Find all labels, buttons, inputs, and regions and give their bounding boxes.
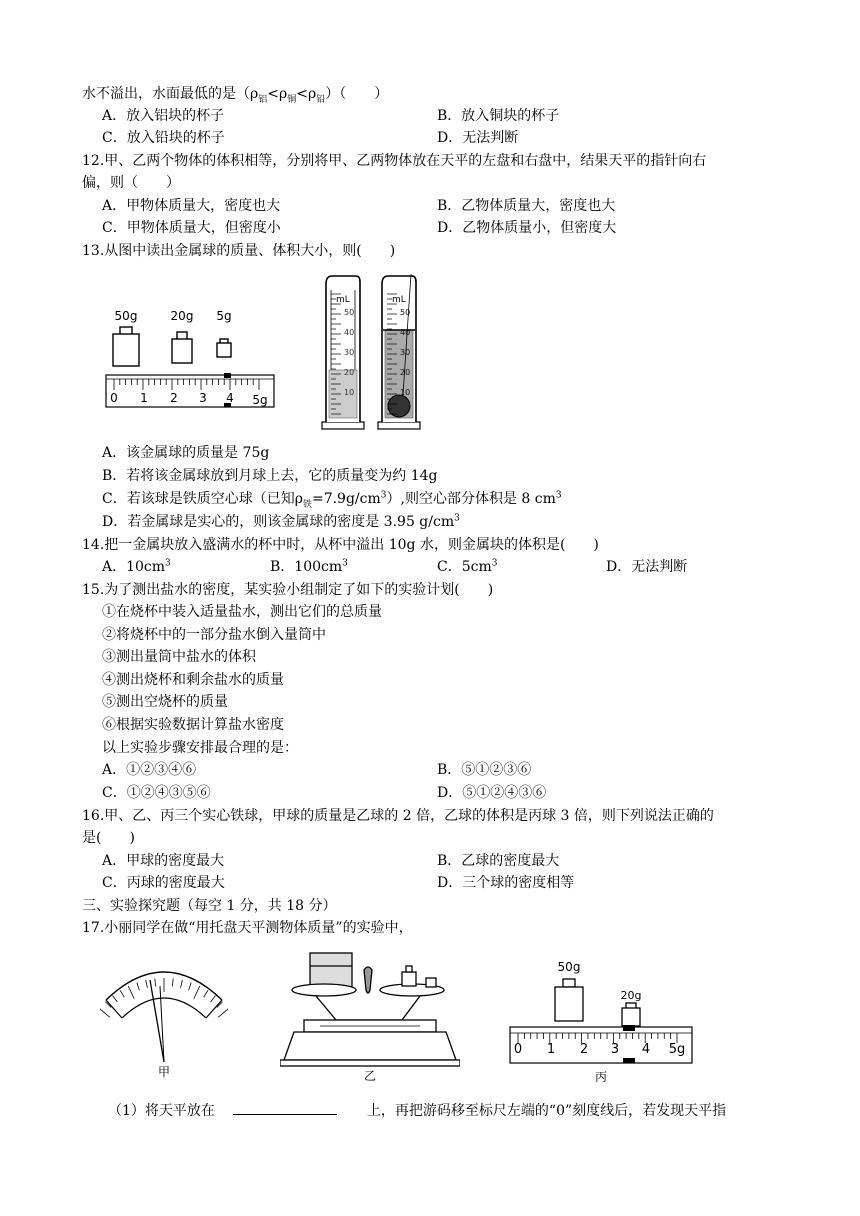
q15-step: ③测出量筒中盐水的体积 (102, 649, 256, 665)
cylinder-tick-label: 10 (344, 388, 355, 397)
weight-20g-icon (172, 332, 192, 363)
q14-option-b: B．$100cm^3$ (270, 558, 348, 575)
tick-mark (211, 996, 216, 1002)
q12-option-b: B．乙物体质量大，密度也大 (437, 198, 616, 214)
q16-option-b: B．乙球的密度最大 (437, 853, 560, 869)
tick-mark (172, 979, 173, 987)
q14-option-c: C．$5cm^3$ (437, 558, 498, 575)
q13-cylinders-figure (318, 272, 428, 432)
ruler-icon (510, 1025, 692, 1063)
q13-option-c: C．若该球是铁质空心球（已知$\rho_铁=7.9g/cm^3$）,则空心部分体积是 8 $cm^3$ (102, 490, 562, 510)
q12-option-a: A．甲物体质量大，密度也大 (102, 198, 281, 214)
weight-50g-icon (555, 979, 583, 1021)
q15-step: ①在烧杯中装入适量盐水，测出它们的总质量 (102, 604, 382, 620)
ruler-label: 4 (641, 1042, 651, 1057)
cylinder-tick-label: 30 (344, 348, 355, 357)
ruler-label: 5g (668, 1042, 686, 1057)
ruler-icon (106, 373, 274, 407)
q17-sub1: （1）将天平放在 上，再把游码移至标尺左端的“0”刻度线后，若发现天平指 (108, 1100, 726, 1121)
q17-stem: 17.小丽同学在做“用托盘天平测物体质量”的实验中， (82, 920, 413, 936)
section-heading: 三、实验探究题（每空 1 分，共 18 分） (82, 898, 337, 914)
weight-label-50g: 50g (114, 309, 138, 323)
tick-mark (120, 990, 124, 997)
balance-dial-icon (100, 972, 228, 1062)
tick-mark (194, 986, 200, 999)
q14-option-d: D．无法判断 (606, 559, 688, 575)
tick-mark (204, 990, 208, 997)
ruler-label: 4 (226, 391, 234, 405)
tick-mark (189, 983, 192, 991)
q15-step: ②将烧杯中的一部分盐水倒入量筒中 (102, 627, 326, 643)
q16-stem-line1: 16.甲、乙、丙三个实心铁球，甲球的质量是乙球的 2 倍，乙球的体积是丙球 3 倍，则下列说法正确的 (82, 808, 714, 824)
weight-50g-icon (113, 327, 139, 366)
q15-step: ⑥根据实验数据计算盐水密度 (102, 717, 284, 733)
ruler-label: 5g (252, 393, 268, 407)
q11-option-b: B．放入铜块的杯子 (437, 108, 560, 124)
q11-option-c: C．放入铅块的杯子 (102, 130, 225, 146)
figure-label-bing: 丙 (594, 1070, 608, 1084)
cylinder-tick-label: 20 (344, 368, 355, 377)
q12-stem-line2: 偏，则（ ） (82, 175, 180, 191)
tick-mark (146, 980, 148, 988)
q15-step: ④测出烧杯和剩余盐水的质量 (102, 672, 284, 688)
q16-stem-line2: 是( ) (82, 830, 135, 846)
cylinder-empty-icon (322, 276, 364, 429)
tick-mark (181, 980, 183, 988)
ruler-label: 0 (110, 391, 118, 405)
weight-20g-icon (622, 1003, 640, 1026)
q17-balance-figure (280, 950, 460, 1082)
tick-mark (137, 983, 140, 991)
q17-dial-figure (100, 950, 228, 1078)
weight-label-20g: 20g (620, 989, 642, 1002)
q16-option-c: C．丙球的密度最大 (102, 875, 225, 891)
q13-option-b: B．若将该金属球放到月球上去，它的质量变为约 14g (102, 468, 438, 484)
q13-weights-figure (100, 300, 280, 412)
cylinder-tick-label: 40 (400, 328, 411, 337)
weight-label-20g: 20g (170, 309, 194, 323)
cylinder-with-ball-icon (378, 274, 420, 429)
tray-balance-icon (280, 953, 460, 1066)
q11-option-a: A．放入铝块的杯子 (102, 108, 225, 124)
tick-mark (155, 979, 156, 987)
tick-mark (218, 1008, 228, 1017)
q15-option-a: A．①②③④⑥ (102, 762, 197, 778)
q14-option-a: A．$10cm^3$ (102, 558, 171, 575)
tick-mark (128, 986, 134, 999)
ruler-label: 2 (170, 391, 178, 405)
q15-option-c: C．①②④③⑤⑥ (102, 785, 211, 801)
q12-option-d: D．乙物体质量小，但密度大 (437, 220, 617, 236)
cylinder-unit-label: mL (336, 295, 350, 305)
q15-prompt: 以上实验步骤安排最合理的是： (102, 740, 298, 756)
q15-stem: 15.为了测出盐水的密度，某实验小组制定了如下的实验计划( ) (82, 582, 494, 598)
ruler-label: 1 (546, 1042, 556, 1057)
weight-label-5g: 5g (216, 309, 232, 323)
q14-stem: 14.把一金属块放入盛满水的杯中时，从杯中溢出 10g 水，则金属块的体积是( ) (82, 537, 599, 553)
ruler-label: 2 (579, 1042, 589, 1057)
cylinder-unit-label: mL (392, 295, 406, 305)
answer-blank[interactable] (233, 1100, 337, 1115)
q13-option-d: D．若金属球是实心的，则该金属球的密度是 3.95 $g/cm^3$ (102, 513, 460, 530)
q13-option-a: A．该金属球的质量是 75g (102, 445, 270, 461)
ruler-label: 1 (140, 391, 148, 405)
cylinder-tick-label: 50 (344, 308, 355, 317)
ruler-label: 3 (610, 1042, 620, 1057)
tick-mark (100, 1008, 110, 1017)
weight-5g-icon (217, 339, 231, 357)
figure-label-jia: 甲 (157, 1065, 171, 1078)
cylinder-tick-label: 50 (400, 308, 411, 317)
q17-weights-figure (505, 955, 697, 1085)
q11-option-d: D．无法判断 (437, 130, 519, 146)
cylinder-tick-label: 10 (400, 388, 411, 397)
q16-option-a: A．甲球的密度最大 (102, 853, 225, 869)
q11-stem: 水不溢出，水面最低的是$(\rho_铝<\rho_铜<\rho_铅)$（ ） (82, 86, 389, 105)
q13-stem: 13.从图中读出金属球的质量、体积大小，则( ) (82, 243, 396, 259)
ruler-label: 3 (199, 391, 207, 405)
cylinder-tick-label: 40 (344, 328, 355, 337)
weight-label-50g: 50g (557, 960, 581, 974)
q16-option-d: D．三个球的密度相等 (437, 875, 575, 891)
q12-stem-line1: 12.甲、乙两个物体的体积相等，分别将甲、乙两物体放在天平的左盘和右盘中，结果天平的指针向右 (82, 153, 707, 169)
q15-option-b: B．⑤①②③⑥ (437, 762, 532, 778)
cylinder-tick-label: 20 (400, 368, 411, 377)
ruler-label: 0 (513, 1042, 523, 1057)
q12-option-c: C．甲物体质量大，但密度小 (102, 220, 281, 236)
cylinder-tick-label: 30 (400, 348, 411, 357)
figure-label-yi: 乙 (363, 1069, 377, 1082)
q15-option-d: D．⑤①②④③⑥ (437, 785, 547, 801)
q15-step: ⑤测出空烧杯的质量 (102, 694, 228, 710)
tick-mark (113, 996, 118, 1002)
